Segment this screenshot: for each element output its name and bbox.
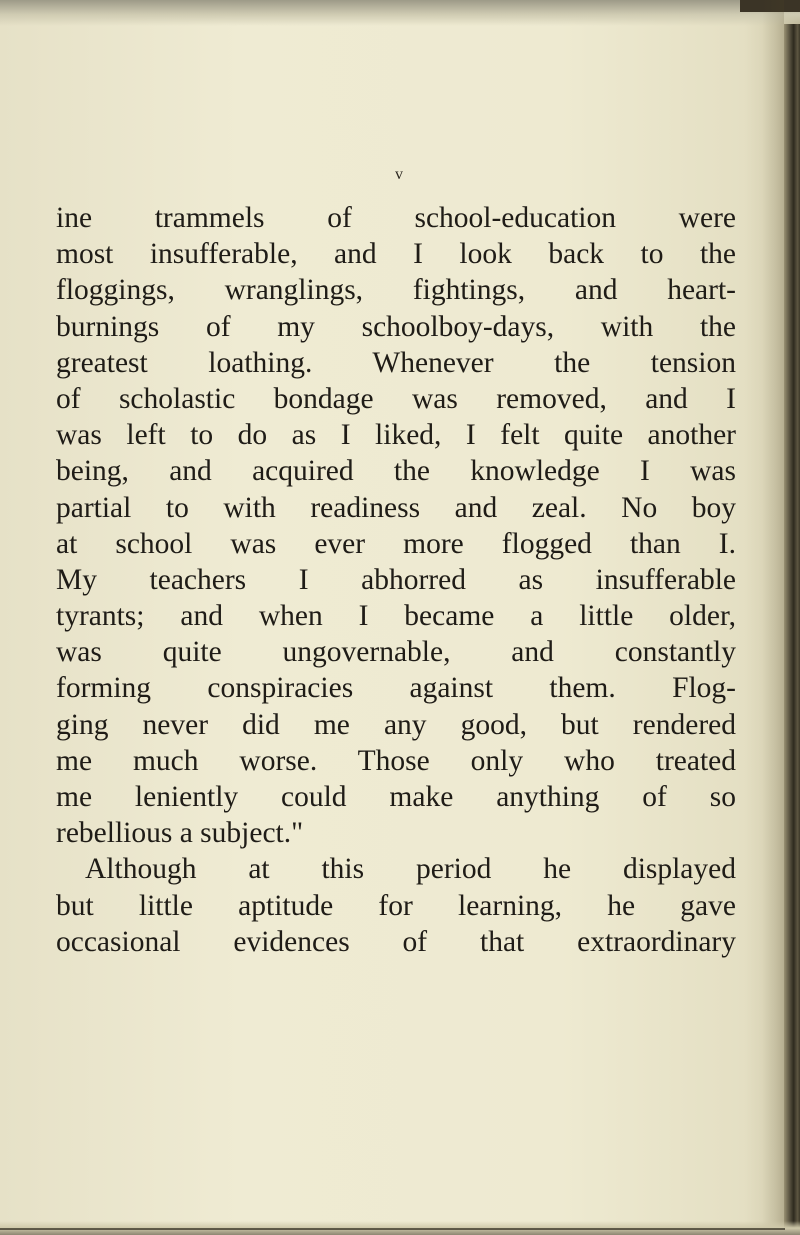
text-line: greatest loathing. Whenever the tension (56, 346, 736, 379)
text-line: ine trammels of school-education were (56, 202, 736, 234)
text-line: ging never did me any good, but rendered (56, 708, 736, 741)
text-line: being, and acquired the knowledge I was (56, 455, 736, 488)
text-line: rebellious a subject." (56, 817, 304, 850)
text-line: but little aptitude for learning, he gave (56, 889, 736, 922)
text-line: was quite ungovernable, and constantly (56, 636, 736, 669)
page-top-edge (0, 0, 800, 26)
text-line: was left to do as I liked, I felt quite another (56, 419, 736, 452)
text-line: me leniently could make anything of so (56, 781, 736, 813)
gutter-shadow (762, 0, 784, 1235)
text-line: of scholastic bondage was removed, and I (56, 382, 736, 415)
text-line: me much worse. Those only who treated (56, 744, 736, 777)
text-line: burnings of my schoolboy-days, with the (56, 310, 736, 343)
book-binding (784, 24, 800, 1235)
text-line: forming conspiracies against them. Flog- (56, 672, 736, 705)
text-line: Although at this period he displayed (85, 853, 736, 886)
text-line: floggings, wranglings, fightings, and heart- (56, 274, 736, 307)
text-line: most insufferable, and I look back to the (56, 238, 736, 271)
bottom-rule (0, 1228, 785, 1230)
text-line: tyrants; and when I became a little older, (56, 600, 736, 633)
body-text (56, 200, 736, 960)
text-line: partial to with readiness and zeal. No boy (56, 491, 736, 524)
text-line: occasional evidences of that extraordinary (56, 925, 736, 958)
text-line: at school was ever more flogged than I. (56, 527, 736, 560)
signature-mark: v (395, 166, 404, 183)
text-line: My teachers I abhorred as insufferable (56, 563, 736, 596)
